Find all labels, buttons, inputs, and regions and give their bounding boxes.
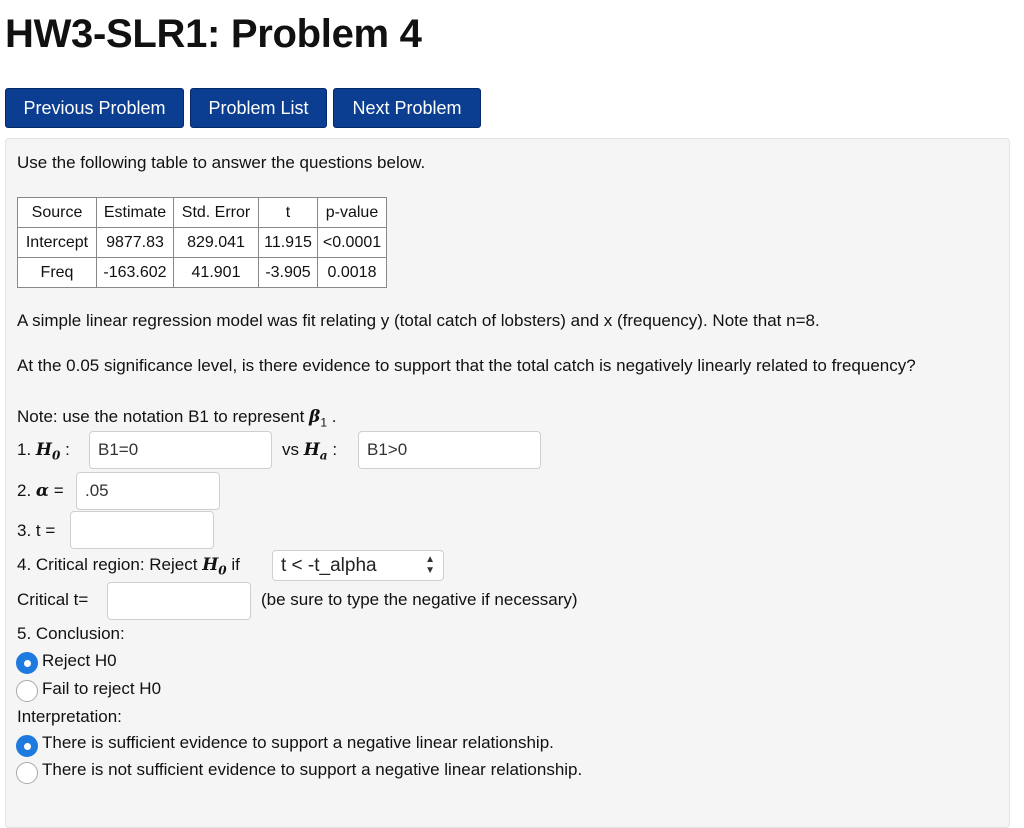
- problem-list-button[interactable]: Problem List: [190, 88, 327, 128]
- table-header-cell: Source: [18, 198, 97, 228]
- table-cell: 0.0018: [318, 258, 387, 288]
- q1-label: [17, 440, 70, 462]
- ha-symbol: H: [303, 440, 320, 460]
- q4-label: [17, 555, 240, 577]
- table-cell: Intercept: [18, 228, 97, 258]
- vs-text: vs: [282, 440, 299, 459]
- select-arrows-icon: ▲ ▼: [425, 554, 435, 576]
- ha-colon: :: [332, 440, 338, 459]
- q4-if: if: [231, 555, 240, 574]
- table-header-cell: Estimate: [97, 198, 174, 228]
- ha-label: [282, 440, 337, 462]
- table-cell: 9877.83: [97, 228, 174, 258]
- critical-t-input[interactable]: [107, 582, 251, 620]
- h0-symbol: H: [35, 440, 52, 460]
- critical-region-value: t < -t_alpha: [281, 554, 377, 576]
- interpretation-label: Interpretation:: [17, 707, 122, 726]
- table-cell: <0.0001: [318, 228, 387, 258]
- intro-text: Use the following table to answer the questions below.: [17, 153, 426, 172]
- critical-region-select[interactable]: [272, 550, 444, 581]
- not-sufficient-evidence-radio[interactable]: [16, 762, 38, 784]
- q4-text: 4. Critical region: Reject: [17, 555, 198, 574]
- notation-note: [17, 407, 337, 429]
- previous-problem-button[interactable]: Previous Problem: [5, 88, 184, 128]
- h0-subscript: 0: [218, 563, 227, 578]
- conclusion-label: 5. Conclusion:: [17, 624, 125, 643]
- ha-subscript: a: [319, 448, 328, 463]
- beta-subscript: 1: [320, 415, 328, 430]
- ha-input[interactable]: [358, 431, 541, 469]
- q2-equals: =: [53, 481, 64, 500]
- sufficient-evidence-radio[interactable]: [16, 735, 38, 757]
- regression-table: [17, 197, 387, 288]
- h0-input[interactable]: [89, 431, 272, 469]
- reject-h0-radio[interactable]: [16, 652, 38, 674]
- sufficient-evidence-label: There is sufficient evidence to support a negative linear relationship.: [42, 733, 554, 752]
- alpha-input[interactable]: [76, 472, 220, 510]
- h0-subscript: 0: [51, 448, 61, 463]
- beta-symbol: β: [309, 407, 321, 427]
- fail-to-reject-label: Fail to reject H0: [42, 679, 162, 698]
- table-cell: -163.602: [97, 258, 174, 288]
- q2-number: 2.: [17, 481, 32, 500]
- table-row: [18, 258, 387, 288]
- table-cell: -3.905: [259, 258, 318, 288]
- fail-to-reject-radio[interactable]: [16, 680, 38, 702]
- table-header-cell: p-value: [318, 198, 387, 228]
- table-header-cell: t: [259, 198, 318, 228]
- critical-t-hint: (be sure to type the negative if necessary): [261, 590, 578, 609]
- reject-h0-label: Reject H0: [42, 651, 117, 670]
- note-period: .: [331, 407, 337, 426]
- model-description: A simple linear regression model was fit relating y (total catch of lobsters) and x (frequency). Note that n=8.: [17, 311, 820, 330]
- alpha-symbol: α: [35, 481, 50, 501]
- question-text: At the 0.05 significance level, is there evidence to support that the total catch is negatively linearly related to frequency?: [17, 356, 916, 375]
- next-problem-button[interactable]: Next Problem: [333, 88, 481, 128]
- notation-note-text: Note: use the notation B1 to represent: [17, 407, 305, 426]
- table-cell: 11.915: [259, 228, 318, 258]
- table-cell: 41.901: [174, 258, 259, 288]
- t-stat-input[interactable]: [70, 511, 214, 549]
- table-cell: Freq: [18, 258, 97, 288]
- critical-t-label: Critical t=: [17, 590, 89, 609]
- q2-label: [17, 481, 64, 501]
- q1-colon: :: [65, 440, 70, 459]
- q3-label: 3. t =: [17, 521, 56, 540]
- table-header-row: [18, 198, 387, 228]
- h0-symbol: H: [202, 555, 219, 575]
- table-row: [18, 228, 387, 258]
- q1-number: 1.: [17, 440, 32, 459]
- not-sufficient-evidence-label: There is not sufficient evidence to support a negative linear relationship.: [42, 760, 583, 779]
- page-title: HW3-SLR1: Problem 4: [5, 12, 422, 56]
- table-cell: 829.041: [174, 228, 259, 258]
- table-header-cell: Std. Error: [174, 198, 259, 228]
